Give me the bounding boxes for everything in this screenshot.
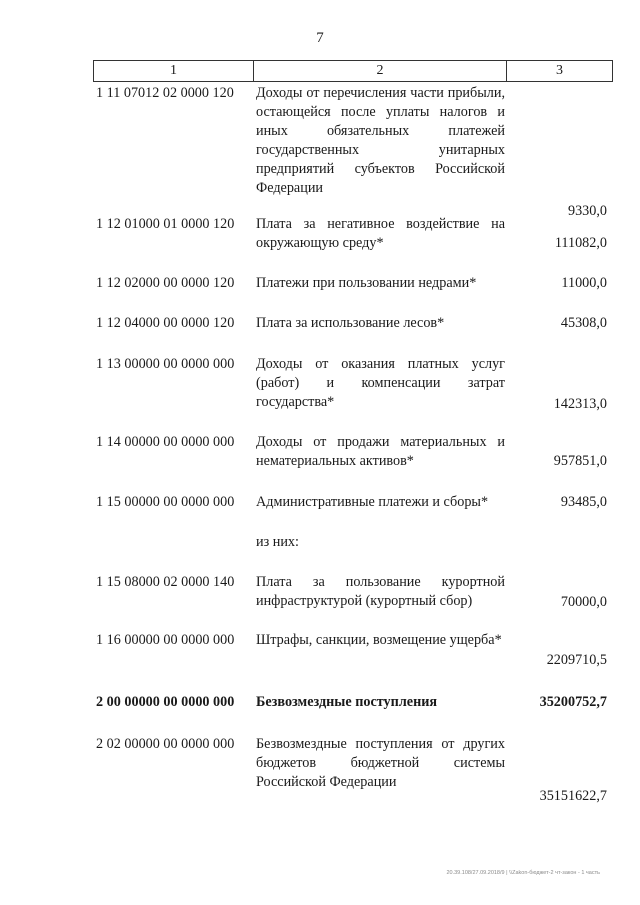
row-amount: 93485,0 (560, 494, 607, 510)
row-name: Доходы от оказания платных услуг (работ) и компенсации затрат государства* (256, 356, 505, 410)
table-header (93, 60, 613, 82)
page-number: 7 (316, 30, 324, 46)
row-amount: 35200752,7 (539, 694, 607, 710)
row-name: Безвозмездные поступления от других бюджетов бюджетной системы Российской Федерации (256, 736, 505, 790)
row-name: Плата за негативное воздействие на окружающую среду* (256, 216, 505, 251)
row-amount: 2209710,5 (546, 652, 607, 668)
row-amount: 111082,0 (554, 235, 607, 251)
row-amount: 11000,0 (561, 275, 607, 291)
row-name: Безвозмездные поступления (256, 694, 438, 710)
row-code: 1 11 07012 02 0000 120 (96, 85, 234, 101)
header-col-3: 3 (556, 63, 563, 78)
row-name: Административные платежи и сборы* (256, 494, 489, 510)
row-name: Штрафы, санкции, возмещение ущерба* (256, 632, 502, 648)
row-code: 1 16 00000 00 0000 000 (96, 632, 235, 648)
row-amount: 35151622,7 (539, 788, 607, 804)
row-code: 2 02 00000 00 0000 000 (96, 736, 235, 752)
row-code: 1 15 00000 00 0000 000 (96, 494, 235, 510)
row-name: Плата за пользование курортной инфраструктурой (курортный сбор) (256, 574, 505, 609)
row-code: 1 12 04000 00 0000 120 (96, 315, 235, 331)
row-code: 1 15 08000 02 0000 140 (96, 574, 235, 590)
row-code: 1 13 00000 00 0000 000 (96, 356, 235, 372)
row-code: 2 00 00000 00 0000 000 (96, 694, 235, 710)
row-amount: 957851,0 (553, 453, 607, 469)
row-name: Платежи при пользовании недрами* (256, 275, 477, 291)
row-amount: 45308,0 (560, 315, 607, 331)
row-name: Доходы от перечисления части прибыли, остающейся после уплаты налогов и иных обязательных платежей государственных унитарных предприятий субъектов Российской Федерации (256, 85, 505, 196)
header-col-1: 1 (94, 61, 254, 81)
row-code: 1 12 01000 01 0000 120 (96, 216, 235, 232)
header-col-2: 2 (254, 61, 507, 81)
row-amount: 70000,0 (560, 594, 607, 610)
footer-note: 20.39.108/27.09.2018/9 | \\Zakon-бюджет-2 чт-закон - 1 часть (446, 870, 600, 876)
row-name: Плата за использование лесов* (256, 315, 445, 331)
row-amount: 9330,0 (567, 203, 607, 219)
row-code: 1 12 02000 00 0000 120 (96, 275, 235, 291)
row-name: Доходы от продажи материальных и нематериальных активов* (256, 434, 505, 469)
row-subheading: из них: (256, 534, 299, 550)
row-amount: 142313,0 (553, 396, 607, 412)
row-code: 1 14 00000 00 0000 000 (96, 434, 235, 450)
